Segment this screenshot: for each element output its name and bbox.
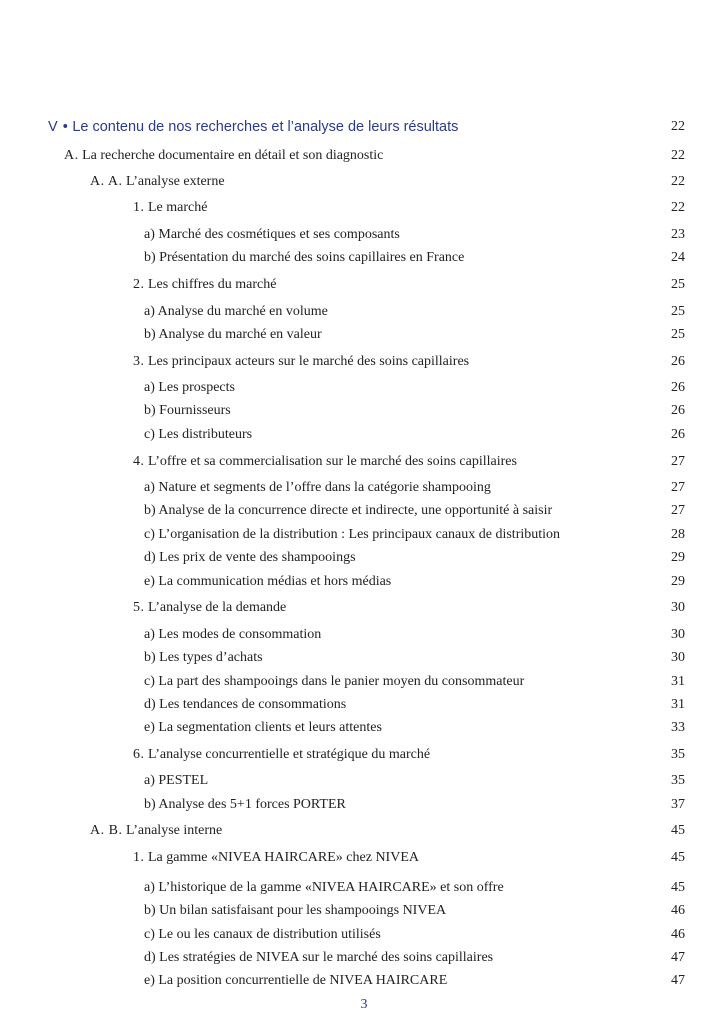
toc-entry-label	[144, 694, 346, 716]
toc-entry[interactable]	[0, 624, 728, 646]
toc-entry-title: d) Les stratégies de NIVEA sur le marché des soins capillaires	[144, 950, 494, 965]
toc-entry-label	[144, 524, 560, 546]
toc-entry-page: 47	[671, 973, 685, 988]
toc-entry-label	[144, 770, 208, 792]
toc-entry-page: 23	[671, 227, 685, 242]
toc-entry[interactable]	[0, 547, 728, 569]
toc-entry-title: e) La segmentation clients et leurs attentes	[144, 720, 382, 735]
toc-entry-title: La gamme «NIVEA HAIRCARE» chez NIVEA	[148, 850, 419, 865]
toc-entry-label	[133, 274, 276, 296]
toc-entry-number: 1.	[133, 850, 145, 865]
toc-entry-label	[144, 477, 491, 499]
toc-entry-title: Le marché	[148, 200, 208, 215]
toc-entry[interactable]	[0, 794, 728, 816]
toc-entry-page: 46	[671, 927, 685, 942]
toc-entry-title: a) Marché des cosmétiques et ses composants	[144, 227, 400, 242]
toc-entry-page: 30	[671, 600, 685, 615]
toc-entry-title: b) Analyse des 5+1 forces PORTER	[144, 797, 346, 812]
toc-entry-title: a) Nature et segments de l’offre dans la catégorie shampooing	[144, 480, 491, 495]
toc-entry-title: c) L’organisation de la distribution : Les principaux canaux de distribution	[144, 527, 561, 542]
toc-entry-label	[144, 247, 464, 269]
toc-entry[interactable]	[0, 224, 728, 246]
toc-entry-label	[144, 571, 391, 593]
toc-entry-label	[133, 351, 469, 373]
toc-entry[interactable]	[0, 877, 728, 899]
toc-entry[interactable]	[0, 301, 728, 323]
toc-entry[interactable]	[0, 377, 728, 399]
toc-entry-page: 28	[671, 527, 685, 542]
toc-entry-page: 26	[671, 403, 685, 418]
toc-entry-number: V •	[48, 119, 69, 135]
toc-entry-title: Le contenu de nos recherches et l’analyse de leurs résultats	[72, 119, 459, 135]
toc-entry[interactable]	[0, 970, 728, 992]
toc-entry[interactable]	[0, 571, 728, 593]
toc-entry[interactable]	[0, 145, 728, 167]
toc-entry-page: 35	[671, 747, 685, 762]
toc-entry-title: b) Un bilan satisfaisant pour les shampooings NIVEA	[144, 903, 447, 918]
toc-entry-label	[144, 924, 381, 946]
toc-entry-title: d) Les tendances de consommations	[144, 697, 347, 712]
toc-entry[interactable]	[0, 524, 728, 546]
toc-entry-page: 31	[671, 697, 685, 712]
toc-entry-page: 24	[671, 250, 685, 265]
toc-entry-label	[144, 900, 446, 922]
toc-entry[interactable]	[0, 171, 728, 193]
toc-entry-label	[48, 116, 458, 138]
toc-entry-label	[64, 145, 383, 167]
toc-entry-label	[144, 424, 252, 446]
toc-entry-label	[133, 744, 430, 766]
toc-entry-title: c) La part des shampooings dans le panier moyen du consommateur	[144, 674, 525, 689]
toc-entry-label	[144, 500, 552, 522]
toc-entry-label	[90, 820, 222, 842]
toc-entry-title: e) La position concurrentielle de NIVEA HAIRCARE	[144, 973, 448, 988]
toc-entry-page: 27	[671, 454, 685, 469]
toc-entry-title: L’analyse interne	[125, 823, 223, 838]
toc-entry-page: 46	[671, 903, 685, 918]
toc-entry-page: 30	[671, 627, 685, 642]
toc-entry-title: b) Les types d’achats	[144, 650, 263, 665]
toc-entry[interactable]	[0, 451, 728, 473]
toc-entry-label	[133, 451, 517, 473]
toc-entry-number: A.	[64, 148, 79, 163]
toc-entry-page: 45	[671, 850, 685, 865]
toc-entry-page: 47	[671, 950, 685, 965]
toc-entry-page: 26	[671, 354, 685, 369]
toc-entry[interactable]	[0, 597, 728, 619]
toc-entry-title: L’analyse externe	[125, 174, 225, 189]
toc-entry-title: Les chiffres du marché	[148, 277, 277, 292]
toc-entry[interactable]	[0, 671, 728, 693]
toc-entry-label	[133, 597, 286, 619]
toc-entry[interactable]	[0, 744, 728, 766]
toc-entry-page: 27	[671, 503, 685, 518]
toc-entry-title: c) Les distributeurs	[144, 427, 253, 442]
toc-entry-number: 4.	[133, 454, 145, 469]
toc-entry-title: La recherche documentaire en détail et son diagnostic	[82, 148, 384, 163]
toc-entry-page: 30	[671, 650, 685, 665]
toc-entry-label	[144, 671, 524, 693]
toc-entry-label	[144, 794, 346, 816]
toc-entry-page: 22	[671, 200, 685, 215]
toc-entry-label	[144, 324, 322, 346]
toc-entry-label	[144, 301, 328, 323]
toc-entry-page: 26	[671, 427, 685, 442]
toc-entry-title: c) Le ou les canaux de distribution utilisés	[144, 927, 381, 942]
toc-entry[interactable]	[0, 694, 728, 716]
toc-entry-page: 33	[671, 720, 685, 735]
toc-entry-title: a) Analyse du marché en volume	[144, 304, 328, 319]
toc-entry-title: e) La communication médias et hors médias	[144, 574, 392, 589]
toc-entry-title: a) PESTEL	[144, 773, 209, 788]
toc-entry-number: A. B.	[90, 823, 123, 838]
toc-entry-label	[144, 647, 263, 669]
toc-entry[interactable]	[0, 947, 728, 969]
toc-entry-page: 22	[671, 174, 685, 189]
page-number: 3	[360, 997, 368, 1012]
toc-entry-title: d) Les prix de vente des shampooings	[144, 550, 356, 565]
toc-entry[interactable]	[0, 400, 728, 422]
toc-entry-page: 25	[671, 327, 685, 342]
toc-entry[interactable]	[0, 647, 728, 669]
toc-entry-page: 25	[671, 277, 685, 292]
toc-entry-page: 29	[671, 574, 685, 589]
toc-entry[interactable]	[0, 324, 728, 346]
toc-entry-title: b) Présentation du marché des soins capillaires en France	[144, 250, 465, 265]
toc-entry-page: 25	[671, 304, 685, 319]
toc-entry[interactable]	[0, 820, 728, 842]
toc-entry[interactable]	[0, 924, 728, 946]
toc-entry[interactable]	[0, 847, 728, 869]
toc-entry-label	[144, 877, 504, 899]
toc-entry[interactable]	[0, 247, 728, 269]
toc-entry-page: 26	[671, 380, 685, 395]
toc-entry-label	[144, 377, 235, 399]
toc-entry-title: L’analyse de la demande	[148, 600, 287, 615]
toc-entry-number: 5.	[133, 600, 145, 615]
toc-entry-number: 3.	[133, 354, 145, 369]
toc-entry-page: 31	[671, 674, 685, 689]
toc-entry-label	[144, 224, 400, 246]
toc-entry-title: a) L’historique de la gamme «NIVEA HAIRCARE» et son offre	[144, 880, 504, 895]
toc-entry[interactable]	[0, 770, 728, 792]
toc-entry-title: a) Les modes de consommation	[144, 627, 322, 642]
toc-entry[interactable]	[0, 424, 728, 446]
toc-entry[interactable]	[0, 274, 728, 296]
toc-entry-number: 1.	[133, 200, 145, 215]
toc-entry[interactable]	[0, 900, 728, 922]
toc-entry-title: b) Analyse de la concurrence directe et indirecte, une opportunité à saisir	[144, 503, 553, 518]
toc-entry-label	[90, 171, 225, 193]
toc-entry-page: 29	[671, 550, 685, 565]
toc-entry-number: A. A.	[90, 174, 123, 189]
toc-entry-number: 6.	[133, 747, 145, 762]
toc-entry-label	[144, 947, 493, 969]
toc-entry-title: b) Fournisseurs	[144, 403, 231, 418]
toc-entry-title: L’offre et sa commercialisation sur le marché des soins capillaires	[148, 454, 517, 469]
toc-entry-page: 22	[671, 119, 685, 134]
toc-entry-title: Les principaux acteurs sur le marché des soins capillaires	[148, 354, 470, 369]
toc-entry-page: 37	[671, 797, 685, 812]
toc-entry-label	[144, 970, 447, 992]
toc-entry[interactable]	[0, 351, 728, 373]
toc-entry-page: 27	[671, 480, 685, 495]
toc-entry[interactable]	[0, 477, 728, 499]
toc-entry-page: 22	[671, 148, 685, 163]
toc-entry[interactable]	[0, 500, 728, 522]
toc-entry-label	[144, 400, 231, 422]
toc-entry-label	[133, 197, 207, 219]
toc-entry-title: a) Les prospects	[144, 380, 235, 395]
toc-entry-label	[133, 847, 419, 869]
toc-entry-label	[144, 717, 382, 739]
toc-entry-title: b) Analyse du marché en valeur	[144, 327, 322, 342]
toc-entry[interactable]	[0, 717, 728, 739]
toc-entry-label	[144, 624, 321, 646]
toc-entry-page: 35	[671, 773, 685, 788]
toc-entry-page: 45	[671, 880, 685, 895]
toc-entry-page: 45	[671, 823, 685, 838]
toc-entry-title: L’analyse concurrentielle et stratégique du marché	[148, 747, 431, 762]
toc-entry-number: 2.	[133, 277, 145, 292]
toc-entry[interactable]	[0, 116, 728, 138]
toc-entry-label	[144, 547, 356, 569]
toc-entry[interactable]	[0, 197, 728, 219]
